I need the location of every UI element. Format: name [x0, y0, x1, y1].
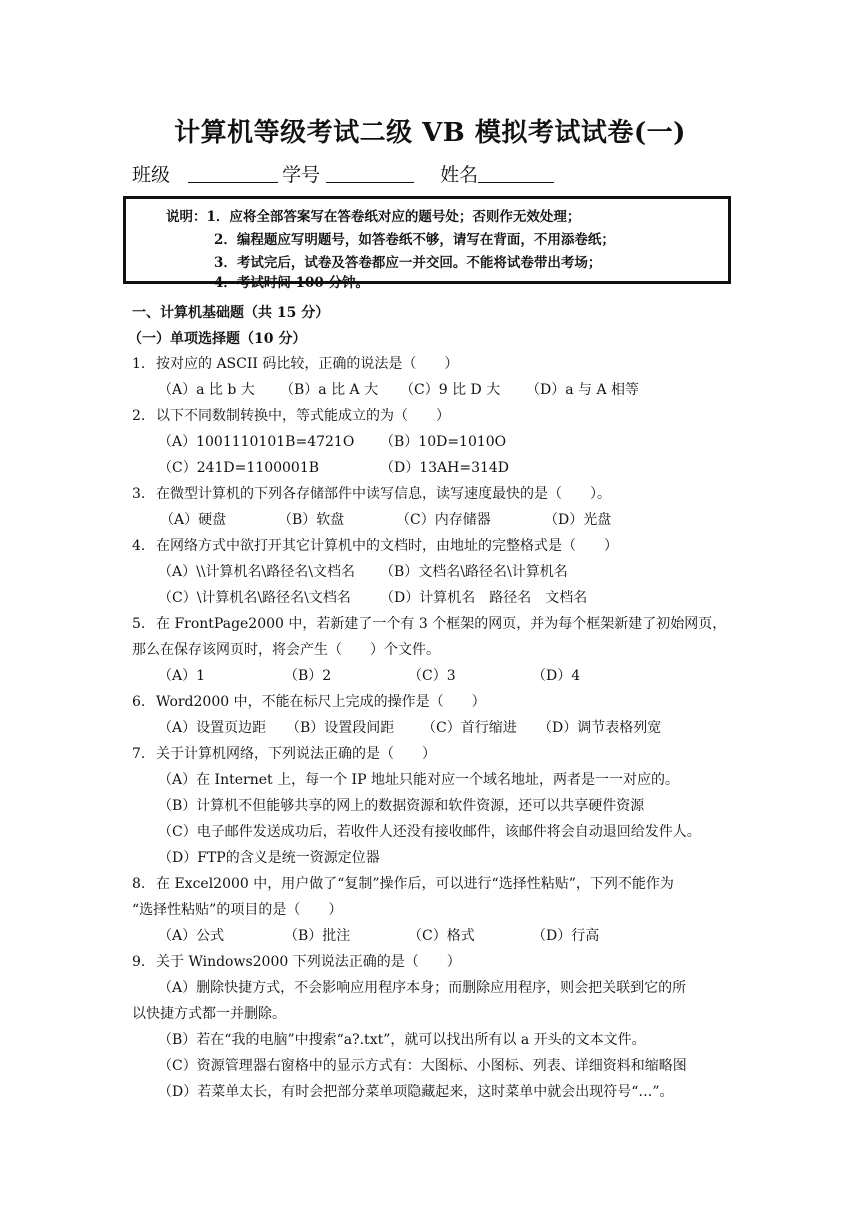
exam-title: 计算机等级考试二级 VB 模拟考试试卷(一) — [174, 118, 686, 148]
option: （B）2 — [284, 668, 332, 684]
option: （C）首行缩进 — [422, 720, 517, 736]
option-continued: 以快捷方式都一并删除。 — [132, 1006, 286, 1022]
question — [132, 405, 450, 425]
instruction-line: 说明：1．应将全部答案写在答卷纸对应的题号处；否则作无效处理； — [166, 209, 581, 225]
student-id-label: 学号 — [282, 164, 321, 186]
option: （D）行高 — [532, 928, 600, 944]
option: （A）设置页边距 — [158, 720, 267, 736]
option: （B）若在“我的电脑”中搜索“a?.txt”，就可以找出所有以 a 开头的文本文件。 — [158, 1032, 646, 1048]
option: （A）\\计算机名\路径名\文档名 — [158, 564, 355, 580]
options-row — [158, 665, 580, 685]
question — [132, 743, 436, 763]
instruction-line: 3．考试完后，试卷及答卷都应一并交回。不能将试卷带出考场； — [214, 255, 602, 271]
option: （C）\计算机名\路径名\文档名 — [158, 590, 351, 606]
section-heading: 一、计算机基础题（共 15 分） — [132, 305, 330, 321]
class-label: 班级 — [132, 164, 171, 186]
options-row — [158, 379, 639, 399]
question-text-continued: 那么在保存该网页时，将会产生（ ）个文件。 — [132, 642, 440, 658]
option: （B）设置段间距 — [286, 720, 395, 736]
instruction-line: 2．编程题应写明题号，如答卷纸不够，请写在背面，不用添卷纸； — [214, 232, 615, 248]
options-row — [158, 431, 506, 451]
question — [132, 353, 458, 373]
option: （B）计算机不但能够共享的网上的数据资源和软件资源，还可以共享硬件资源 — [158, 798, 645, 814]
name-blank — [478, 164, 554, 183]
question-number: 2. — [132, 408, 146, 424]
question-text: 在 FrontPage2000 中，若新建了一个有 3 个框架的网页，并为每个框架新建了初始网页， — [156, 616, 727, 632]
option: （D）4 — [532, 668, 581, 684]
option: （A）删除快捷方式，不会影响应用程序本身；而删除应用程序，则会把关联到它的所 — [158, 980, 687, 996]
question-number: 9. — [132, 954, 146, 970]
option: （D）计算机名 路径名 文档名 — [380, 590, 588, 606]
option: （C）241D=1100001B — [158, 460, 320, 476]
student-info-line — [132, 160, 558, 187]
question-text: 以下不同数制转换中，等式能成立的为（ ） — [156, 408, 450, 424]
option: （D）光盘 — [544, 512, 612, 528]
question-number: 4. — [132, 538, 146, 554]
question-number: 3. — [132, 486, 146, 502]
option: （B）文档名\路径名\计算机名 — [380, 564, 568, 580]
option: （C）3 — [408, 668, 456, 684]
option: （C）9 比 D 大 — [400, 382, 501, 398]
option: （C）资源管理器右窗格中的显示方式有：大图标、小图标、列表、详细资料和缩略图 — [158, 1058, 687, 1074]
option: （D）若菜单太长，有时会把部分菜单项隐藏起来，这时菜单中就会出现符号“…”。 — [158, 1084, 674, 1100]
options-row — [158, 587, 587, 607]
options-row — [160, 509, 611, 529]
question-number: 8. — [132, 876, 146, 892]
option: （A）硬盘 — [160, 512, 227, 528]
option: （A）公式 — [158, 928, 225, 944]
question-number: 7. — [132, 746, 146, 762]
name-label: 姓名 — [440, 164, 479, 186]
option: （A）在 Internet 上，每一个 IP 地址只能对应一个域名地址，两者是一一对应的。 — [158, 772, 679, 788]
options-row — [158, 561, 568, 581]
question-number: 1. — [132, 356, 146, 372]
question-text: 在微型计算机的下列各存储部件中读写信息，读写速度最快的是（ ）。 — [156, 486, 611, 502]
option: （A）1001110101B=4721O — [158, 434, 355, 450]
options-row — [158, 457, 509, 477]
class-blank — [188, 164, 278, 183]
question-text: 关于 Windows2000 下列说法正确的是（ ） — [156, 954, 461, 970]
question-text: 在网络方式中欲打开其它计算机中的文档时，由地址的完整格式是（ ） — [156, 538, 618, 554]
option: （A）1 — [158, 668, 206, 684]
options-row — [158, 717, 661, 737]
student-id-blank — [326, 164, 414, 183]
question-text: 按对应的 ASCII 码比较，正确的说法是（ ） — [156, 356, 459, 372]
question-text: 关于计算机网络，下列说法正确的是（ ） — [156, 746, 436, 762]
option: （B）软盘 — [278, 512, 345, 528]
question — [132, 873, 674, 893]
instructions-box — [123, 196, 731, 291]
option: （D）调节表格列宽 — [538, 720, 662, 736]
option: （B）a 比 A 大 — [280, 382, 379, 398]
subsection-heading: （一）单项选择题（10 分） — [128, 331, 307, 347]
question-text: 在 Excel2000 中，用户做了“复制”操作后，可以进行“选择性粘贴”，下列不能作为 — [156, 876, 674, 892]
question — [132, 535, 618, 555]
option: （D）FTP的含义是统一资源定位器 — [158, 850, 380, 866]
option: （D）a 与 A 相等 — [526, 382, 640, 398]
question — [132, 951, 461, 971]
option: （C）电子邮件发送成功后，若收件人还没有接收邮件，该邮件将会自动退回给发件人。 — [158, 824, 701, 840]
option: （C）格式 — [408, 928, 475, 944]
options-row — [158, 925, 599, 945]
question — [132, 483, 611, 503]
question — [132, 691, 486, 711]
option: （C）内存储器 — [396, 512, 491, 528]
question-number: 5. — [132, 616, 146, 632]
question-text-continued: “选择性粘贴”的项目的是（ ） — [132, 902, 343, 918]
option: （B）10D=1010O — [380, 434, 507, 450]
question-number: 6. — [132, 694, 146, 710]
option: （B）批注 — [284, 928, 351, 944]
question-text: Word2000 中，不能在标尺上完成的操作是（ ） — [156, 694, 486, 710]
instruction-line: 4．考试时间 100 分钟。 — [214, 275, 369, 291]
option: （D）13AH=314D — [380, 460, 510, 476]
question — [132, 613, 726, 633]
option: （A）a 比 b 大 — [158, 382, 255, 398]
